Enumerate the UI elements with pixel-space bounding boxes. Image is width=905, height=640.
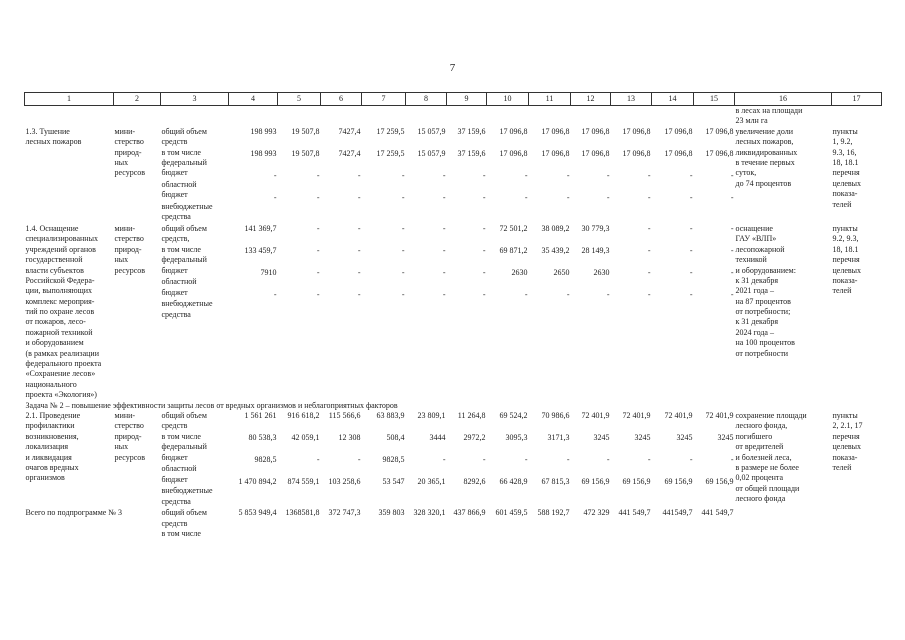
amount-cell [611, 411, 652, 508]
amount-value: - [357, 223, 361, 233]
amount-value: - [482, 454, 486, 464]
amount-cell [652, 411, 694, 508]
amount-value: 28 149,3 [581, 245, 610, 255]
amount-value: - [730, 454, 734, 464]
amount-value: 115 566,6 [328, 410, 361, 420]
amount-cell [362, 224, 406, 401]
amount-value: - [606, 289, 610, 299]
amount-value: - [316, 170, 320, 180]
amount-value: - [273, 192, 277, 202]
empty-cell [652, 106, 694, 127]
funding-source-label: федеральный бюджет [161, 442, 207, 462]
total-amount: 5 853 949,4 [238, 508, 277, 518]
amount-value: 37 159,6 [457, 148, 486, 158]
column-number: 12 [571, 93, 611, 106]
target-indicator-points: пункты 9.2, 9.3, 18, 18.1 перечня целевых показа- телей [832, 223, 862, 296]
amount-cell [652, 224, 694, 401]
amount-value: 72 401,9 [664, 410, 693, 420]
empty-cell [321, 106, 362, 127]
amount-value: 53 547 [382, 476, 405, 486]
amount-value: 1 561 261 [244, 410, 277, 420]
amount-value: 72 401,9 [581, 410, 610, 420]
amount-value: 3245 [676, 432, 693, 442]
amount-cell [321, 127, 362, 224]
empty-cell [161, 106, 229, 127]
total-amount: 441 549,7 [701, 508, 734, 518]
amount-value: - [647, 170, 651, 180]
total-amount: 1368581,8 [285, 508, 320, 518]
amount-value: - [482, 289, 486, 299]
funding-source-label: областной бюджет [161, 277, 197, 297]
amount-cell [611, 127, 652, 224]
amount-value: - [689, 223, 693, 233]
amount-value: - [689, 192, 693, 202]
amount-value: 17 096,8 [499, 148, 528, 158]
amount-cell [278, 224, 321, 401]
total-amount: 359 803 [378, 508, 405, 518]
amount-value: 17 096,8 [581, 148, 610, 158]
amount-value: - [482, 245, 486, 255]
target-indicator-points: пункты 1, 9.2, 9.3, 16, 18, 18.1 перечня целевых показа- телей [832, 126, 862, 209]
amount-value: 19 507,8 [291, 126, 320, 136]
amount-value: - [357, 170, 361, 180]
column-number: 6 [321, 93, 362, 106]
amount-value: - [482, 170, 486, 180]
measure-row [25, 127, 882, 224]
funding-source-label: внебюджетные средства [161, 486, 213, 506]
amount-value: 17 259,5 [376, 148, 405, 158]
expected-result: оснащение ГАУ «ВЛП» лесопожарной техникой и оборудованием: к 31 декабря 2021 года – на 87 процентов от потребности; к 31 декабря 2024 года – на 100 процентов от потребности [735, 223, 796, 358]
amount-value: 38 089,2 [541, 223, 570, 233]
amount-value: 80 538,3 [248, 432, 277, 442]
amount-value: 8292,6 [463, 476, 486, 486]
amount-value: 103 258,6 [328, 476, 361, 486]
amount-value: - [730, 170, 734, 180]
amount-value: 37 159,6 [457, 126, 486, 136]
amount-value: 70 986,6 [541, 410, 570, 420]
funding-source-label: общий объем средств в том числе [161, 508, 207, 538]
amount-value: 30 779,3 [581, 223, 610, 233]
amount-value: - [273, 170, 277, 180]
amount-value: - [273, 289, 277, 299]
column-number: 7 [362, 93, 406, 106]
amount-value: - [524, 170, 528, 180]
amount-value: 15 057,9 [417, 148, 446, 158]
page-number: 7 [449, 62, 456, 74]
amount-value: 69 156,9 [581, 476, 610, 486]
amount-cell [487, 127, 529, 224]
amount-value: - [401, 192, 405, 202]
column-number: 8 [406, 93, 447, 106]
amount-cell [571, 411, 611, 508]
amount-cell [278, 411, 321, 508]
column-number: 4 [229, 93, 278, 106]
total-amount: 601 459,5 [495, 508, 528, 518]
amount-value: - [689, 289, 693, 299]
column-number-row [25, 93, 882, 106]
funding-source-label: федеральный бюджет [161, 157, 207, 178]
amount-value: 17 096,8 [622, 126, 651, 136]
amount-value: 19 507,8 [291, 148, 320, 158]
total-amount: 328 320,1 [413, 508, 446, 518]
amount-value: - [606, 192, 610, 202]
amount-value: 508,4 [386, 432, 405, 442]
amount-cell [278, 127, 321, 224]
amount-value: - [401, 223, 405, 233]
amount-value: 7427,4 [338, 148, 361, 158]
amount-value: 72 501,2 [499, 223, 528, 233]
amount-value: - [647, 454, 651, 464]
amount-value: - [316, 223, 320, 233]
amount-value: - [316, 289, 320, 299]
amount-value: - [689, 170, 693, 180]
amount-value: - [566, 454, 570, 464]
amount-cell [321, 411, 362, 508]
amount-value: 15 057,9 [417, 126, 446, 136]
amount-value: - [606, 170, 610, 180]
total-amount: 372 747,3 [328, 508, 361, 518]
amount-value: 35 439,2 [541, 245, 570, 255]
amount-cell [321, 224, 362, 401]
amount-cell [406, 411, 447, 508]
amount-cell [229, 411, 278, 508]
funding-source-cell [161, 127, 229, 224]
amount-value: - [524, 454, 528, 464]
executor: мини- стерство природ- ных ресурсов [114, 126, 146, 178]
amount-cell [229, 224, 278, 401]
empty-cell [832, 106, 882, 127]
amount-value: - [730, 289, 734, 299]
amount-value: 2630 [511, 267, 528, 277]
amount-value: 69 156,9 [664, 476, 693, 486]
amount-value: 17 096,8 [664, 126, 693, 136]
amount-value: 17 096,8 [581, 126, 610, 136]
amount-value: 72 401,9 [705, 410, 734, 420]
continuation-row [25, 106, 882, 127]
amount-value: 7427,4 [338, 126, 361, 136]
funding-source-label: общий объем средств в том числе [161, 410, 207, 441]
empty-cell [571, 106, 611, 127]
amount-value: - [730, 267, 734, 277]
amount-cell [487, 224, 529, 401]
amount-value: - [316, 192, 320, 202]
amount-value: - [401, 245, 405, 255]
amount-value: - [606, 454, 610, 464]
amount-value: 3444 [429, 432, 446, 442]
amount-cell [447, 411, 487, 508]
amount-value: 69 156,9 [622, 476, 651, 486]
amount-value: 42 059,1 [291, 432, 320, 442]
amount-cell [694, 411, 735, 508]
amount-value: - [442, 289, 446, 299]
column-number: 2 [114, 93, 161, 106]
column-number: 14 [652, 93, 694, 106]
funding-source-cell [161, 411, 229, 508]
empty-cell [735, 508, 832, 539]
amount-value: 916 618,2 [287, 410, 320, 420]
amount-value: 2972,2 [463, 432, 486, 442]
executor: мини- стерство природ- ных ресурсов [114, 223, 146, 275]
amount-cell [529, 127, 571, 224]
amount-value: - [482, 223, 486, 233]
measure-name: 2.1. Проведение профилактики возникновения, локализация и ликвидация очагов вредных организмов [25, 410, 81, 483]
program-table [24, 92, 882, 539]
amount-value: - [316, 245, 320, 255]
measure-name: 1.4. Оснащение специализированных учреждений органов государственной власти субъектов Российской Федера- ции, выполняющих комплекс мероприя- тий по охране лесов от пожаров, лесо- пожарной техникой и оборудованием (в рамках реализации федерального проекта «Сохранение лесов» национального проекта «Экология») [25, 223, 102, 400]
empty-cell [447, 106, 487, 127]
amount-value: - [730, 223, 734, 233]
amount-value: - [442, 267, 446, 277]
task-row [25, 401, 882, 411]
amount-cell [611, 224, 652, 401]
amount-value: - [566, 170, 570, 180]
amount-value: - [524, 192, 528, 202]
funding-source-label: внебюджетные средства [161, 201, 213, 222]
amount-value: 17 259,5 [376, 126, 405, 136]
expected-result: увеличение доли лесных пожаров, ликвидированных в течение первых суток, до 74 процентов [735, 126, 798, 188]
amount-value: - [357, 245, 361, 255]
empty-cell [25, 106, 114, 127]
total-amount: 441 549,7 [618, 508, 651, 518]
amount-value: 3245 [634, 432, 651, 442]
total-row [25, 508, 882, 539]
amount-cell [406, 224, 447, 401]
amount-value: - [647, 289, 651, 299]
amount-value: - [357, 267, 361, 277]
amount-value: - [357, 454, 361, 464]
amount-value: 17 096,8 [541, 126, 570, 136]
funding-source-label: областной бюджет [161, 464, 197, 484]
amount-cell [571, 127, 611, 224]
amount-value: 3245 [593, 432, 610, 442]
empty-cell [114, 106, 161, 127]
amount-value: 141 369,7 [244, 223, 277, 233]
amount-cell [229, 127, 278, 224]
amount-value: - [357, 192, 361, 202]
amount-value: - [730, 245, 734, 255]
empty-cell [229, 106, 278, 127]
amount-value: 3095,3 [505, 432, 528, 442]
measure-name: 1.3. Тушение лесных пожаров [25, 126, 82, 147]
amount-cell [447, 224, 487, 401]
amount-cell [694, 224, 735, 401]
amount-value: - [316, 454, 320, 464]
amount-value: 17 096,8 [541, 148, 570, 158]
amount-value: - [401, 170, 405, 180]
amount-cell [529, 411, 571, 508]
measure-row [25, 224, 882, 401]
column-number: 13 [611, 93, 652, 106]
column-number: 16 [735, 93, 832, 106]
funding-source-cell [161, 224, 229, 401]
expected-result: сохранение площади лесного фонда, погибшего от вредителей и болезней леса, в размере не более 0,02 процента от общей площади лесного фонда [735, 410, 807, 504]
amount-value: 69 524,2 [499, 410, 528, 420]
amount-cell [694, 127, 735, 224]
amount-cell [362, 411, 406, 508]
amount-value: - [442, 245, 446, 255]
amount-value: - [647, 267, 651, 277]
amount-value: - [566, 289, 570, 299]
total-amount: 472 329 [583, 508, 610, 518]
amount-value: 11 264,8 [457, 410, 486, 420]
amount-value: - [482, 267, 486, 277]
amount-cell [529, 224, 571, 401]
amount-cell [406, 127, 447, 224]
amount-value: 9828,5 [254, 454, 277, 464]
amount-value: 69 871,2 [499, 245, 528, 255]
column-number: 15 [694, 93, 735, 106]
empty-cell [529, 106, 571, 127]
funding-source-label: общий объем средств в том числе [161, 126, 207, 157]
amount-cell [571, 224, 611, 401]
amount-value: 63 883,9 [376, 410, 405, 420]
empty-cell [832, 508, 882, 539]
amount-value: 69 156,9 [705, 476, 734, 486]
funding-source-label: областной бюджет [161, 179, 197, 200]
amount-value: 17 096,8 [664, 148, 693, 158]
amount-value: 198 993 [250, 126, 277, 136]
empty-cell [278, 106, 321, 127]
amount-value: - [442, 223, 446, 233]
amount-value: 17 096,8 [705, 126, 734, 136]
amount-value: 66 428,9 [499, 476, 528, 486]
measure-row [25, 411, 882, 508]
column-number: 9 [447, 93, 487, 106]
amount-value: - [689, 454, 693, 464]
column-number: 1 [25, 93, 114, 106]
empty-cell [487, 106, 529, 127]
task-heading: Задача № 2 – повышение эффективности защиты лесов от вредных организмов и неблагоприятных факторов [25, 400, 398, 410]
amount-value: - [482, 192, 486, 202]
amount-value: 2630 [593, 267, 610, 277]
empty-cell [406, 106, 447, 127]
amount-value: 67 815,3 [541, 476, 570, 486]
executor: мини- стерство природ- ных ресурсов [114, 410, 146, 462]
amount-value: 874 559,1 [287, 476, 320, 486]
amount-value: - [689, 245, 693, 255]
amount-value: - [689, 267, 693, 277]
amount-value: 23 809,1 [417, 410, 446, 420]
amount-value: 72 401,9 [622, 410, 651, 420]
amount-value: 17 096,8 [705, 148, 734, 158]
amount-value: - [401, 289, 405, 299]
amount-value: 2650 [553, 267, 570, 277]
amount-cell [487, 411, 529, 508]
amount-value: - [442, 454, 446, 464]
empty-cell [611, 106, 652, 127]
amount-value: - [647, 223, 651, 233]
amount-value: 17 096,8 [622, 148, 651, 158]
amount-value: - [401, 267, 405, 277]
amount-value: 3245 [717, 432, 734, 442]
amount-value: - [647, 192, 651, 202]
amount-value: 1 470 894,2 [238, 476, 277, 486]
amount-value: 12 308 [338, 432, 361, 442]
amount-cell [362, 127, 406, 224]
amount-value: 198 993 [250, 148, 277, 158]
total-label: Всего по подпрограмме № 3 [25, 508, 122, 518]
column-number: 10 [487, 93, 529, 106]
amount-value: - [316, 267, 320, 277]
total-amount: 437 866,9 [453, 508, 486, 518]
amount-value: - [730, 192, 734, 202]
amount-value: - [357, 289, 361, 299]
amount-value: - [524, 289, 528, 299]
amount-value: - [442, 192, 446, 202]
funding-source-label: внебюджетные средства [161, 299, 213, 319]
column-number: 3 [161, 93, 229, 106]
empty-cell [694, 106, 735, 127]
amount-value: 20 365,1 [417, 476, 446, 486]
target-indicator-points: пункты 2, 2.1, 17 перечня целевых показа- телей [832, 410, 863, 472]
amount-value: 3171,3 [547, 432, 570, 442]
total-amount: 588 192,7 [537, 508, 570, 518]
column-number: 5 [278, 93, 321, 106]
amount-cell [652, 127, 694, 224]
continued-result-text: в лесах на площади 23 млн га [735, 106, 803, 126]
funding-source-label: федеральный бюджет [161, 255, 207, 275]
amount-value: 133 459,7 [244, 245, 277, 255]
column-number: 17 [832, 93, 882, 106]
column-number: 11 [529, 93, 571, 106]
amount-value: - [566, 192, 570, 202]
total-amount: 441549,7 [662, 508, 693, 518]
amount-value: - [442, 170, 446, 180]
amount-value: - [647, 245, 651, 255]
amount-cell [447, 127, 487, 224]
amount-value: 9828,5 [382, 454, 405, 464]
funding-source-label: общий объем средств, в том числе [161, 223, 207, 254]
amount-value: 17 096,8 [499, 126, 528, 136]
empty-cell [362, 106, 406, 127]
amount-value: 7910 [260, 267, 277, 277]
